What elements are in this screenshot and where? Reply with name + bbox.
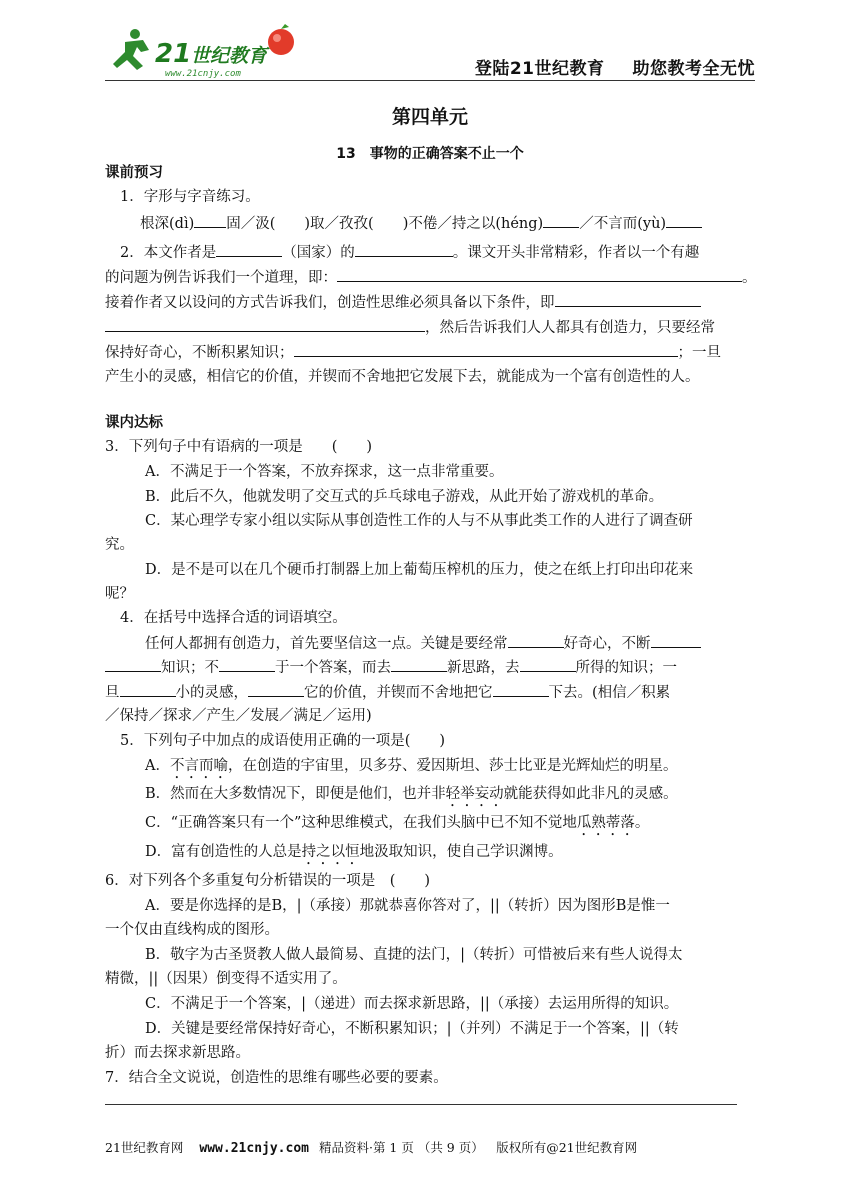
header-slogan-right: 助您教考全无忧 bbox=[632, 59, 755, 79]
q4-l2a: 知识；不 bbox=[161, 660, 219, 676]
section-heading-class: 课内达标 bbox=[105, 415, 163, 431]
question-2-line-2 bbox=[105, 267, 757, 288]
q4-l3c: 它的价值，并锲而不舍地把它 bbox=[304, 685, 493, 701]
q2-p2: 的问题为例告诉我们一个道理，即： bbox=[105, 270, 337, 286]
q6-option-c[interactable]: C．不满足于一个答案，|（递进）而去探求新思路，||（承接）去运用所得的知识。 bbox=[145, 996, 679, 1012]
q4-blank-2a[interactable] bbox=[651, 633, 701, 648]
q4-blank-2b[interactable] bbox=[105, 657, 161, 672]
q2-p2-end: 。 bbox=[742, 270, 757, 286]
page-header bbox=[105, 20, 755, 82]
q2-p3: 接着作者又以设问的方式告诉我们，创造性思维必须具备以下条件，即 bbox=[105, 295, 555, 311]
q5-a-rest: ，在创造的宇宙里，贝多芬、爱因斯坦、莎士比亚是光辉灿烂的明星。 bbox=[227, 758, 678, 774]
q6-option-b[interactable]: B．敬字为古圣贤教人做人最简易、直捷的法门，|（转折）可惜被后来有些人说得太 bbox=[145, 947, 683, 963]
answer-line[interactable] bbox=[105, 1104, 737, 1105]
q1-item-a: 根深(dì) bbox=[140, 216, 195, 232]
q2-p1a: 2．本文作者是 bbox=[120, 245, 217, 261]
q4-blank-5[interactable] bbox=[520, 657, 576, 672]
site-logo[interactable] bbox=[105, 20, 305, 82]
q3-option-c-cont: 究。 bbox=[105, 537, 134, 553]
q5-option-d[interactable] bbox=[145, 842, 563, 868]
q3-option-b[interactable]: B．此后不久，他就发明了交互式的乒乓球电子游戏，从此开始了游戏机的革命。 bbox=[145, 489, 664, 505]
q2-p1c: 。课文开头非常精彩，作者以一个有趣 bbox=[452, 245, 700, 261]
q4-l1a: 任何人都拥有创造力，首先要坚信这一点。关键是要经常 bbox=[145, 636, 508, 652]
question-2-line-3 bbox=[105, 292, 701, 313]
q4-l3b: 小的灵感， bbox=[175, 685, 248, 701]
q5-c-lead: C．“正确答案只有一个”这种思维模式，在我们头脑中已不知不觉地 bbox=[145, 815, 577, 831]
q2-p5b: ；一旦 bbox=[677, 345, 721, 361]
q2-p1b: （国家）的 bbox=[282, 245, 355, 261]
q5-option-c[interactable] bbox=[145, 813, 649, 839]
q1-blank-3[interactable] bbox=[666, 213, 702, 228]
question-2-line-1 bbox=[120, 242, 699, 263]
q4-l2d: 所得的知识；一 bbox=[575, 660, 677, 676]
question-1-stem: 1．字形与字音练习。 bbox=[120, 189, 260, 205]
q4-blank-3[interactable] bbox=[219, 657, 275, 672]
question-6-stem: 6．对下列各个多重复句分析错误的一项是 ( ) bbox=[105, 873, 431, 889]
q4-blank-1[interactable] bbox=[508, 633, 564, 648]
q1-blank-1[interactable] bbox=[194, 213, 226, 228]
q2-p4: ，然后告诉我们人人都具有创造力，只要经常 bbox=[425, 320, 715, 336]
question-5-stem: 5．下列句子中加点的成语使用正确的一项是( ) bbox=[120, 733, 446, 749]
question-7-stem: 7．结合全文说说，创造性的思维有哪些必要的要素。 bbox=[105, 1070, 448, 1086]
q3-option-a[interactable]: A．不满足于一个答案，不放弃探求，这一点非常重要。 bbox=[145, 464, 504, 480]
q6-option-d[interactable]: D．关键是要经常保持好奇心，不断积累知识；|（并列）不满足于一个答案，||（转 bbox=[145, 1021, 679, 1037]
q5-a-idiom: 不言而喻 bbox=[169, 758, 228, 774]
footer-left: 21世纪教育网 bbox=[105, 1140, 184, 1155]
q6-option-d-cont: 折）而去探求新思路。 bbox=[105, 1045, 250, 1061]
q5-b-rest: 就能获得如此非凡的灵感。 bbox=[503, 786, 678, 802]
question-1-items bbox=[140, 213, 702, 234]
q1-item-c: ／不言而(yù) bbox=[579, 216, 667, 232]
q2-blank-conditions-a[interactable] bbox=[555, 292, 701, 307]
question-2-line-4 bbox=[105, 317, 715, 338]
page-footer bbox=[105, 1138, 637, 1156]
header-divider bbox=[105, 80, 755, 81]
q4-line-1 bbox=[145, 633, 701, 654]
q3-option-d-cont: 呢？ bbox=[105, 586, 134, 602]
q5-a-letter: A． bbox=[145, 758, 170, 774]
question-2-line-5 bbox=[105, 342, 721, 363]
svg-text:21: 21 bbox=[155, 39, 192, 69]
footer-copyright: 版权所有@21世纪教育网 bbox=[496, 1140, 638, 1155]
q5-c-rest: 。 bbox=[634, 815, 650, 831]
q2-blank-principle[interactable] bbox=[337, 267, 742, 282]
q2-blank-conditions-b[interactable] bbox=[105, 317, 425, 332]
q5-d-lead: D．富有创造性的人总是 bbox=[145, 844, 302, 860]
q4-l3d: 下去。(相信／积累 bbox=[548, 685, 671, 701]
q5-c-idiom: 瓜熟蒂落 bbox=[576, 815, 635, 831]
unit-title: 第四单元 bbox=[391, 106, 468, 128]
q4-line-3 bbox=[105, 682, 670, 703]
q4-blank-4[interactable] bbox=[391, 657, 447, 672]
lesson-title: 13 事物的正确答案不止一个 bbox=[336, 146, 524, 162]
q5-d-idiom: 持之以恒 bbox=[301, 844, 360, 860]
footer-page-info: 精品资料·第 1 页 （共 9 页） bbox=[318, 1140, 484, 1155]
q4-blank-6[interactable] bbox=[120, 682, 176, 697]
section-heading-preview: 课前预习 bbox=[105, 165, 163, 181]
q4-l2c: 新思路，去 bbox=[447, 660, 520, 676]
q6-option-a-cont: 一个仅由直线构成的图形。 bbox=[105, 922, 279, 938]
question-4-stem: 4．在括号中选择合适的词语填空。 bbox=[120, 610, 347, 626]
q4-l2b: 于一个答案，而去 bbox=[275, 660, 391, 676]
q2-blank-author[interactable] bbox=[216, 242, 282, 257]
q5-d-rest: 地汲取知识，使自己学识渊博。 bbox=[359, 844, 563, 860]
q4-l1b: 好奇心，不断 bbox=[563, 636, 651, 652]
footer-site-link[interactable]: www.21cnjy.com bbox=[199, 1141, 309, 1156]
q6-option-b-cont: 精微，||（因果）倒变得不适实用了。 bbox=[105, 971, 347, 987]
q4-line-2 bbox=[105, 657, 677, 678]
q1-item-b: 固／汲( )取／孜孜( )不倦／持之以(héng) bbox=[226, 216, 544, 232]
question-2-line-6: 产生小的灵感，相信它的价值，并锲而不舍地把它发展下去，就能成为一个富有创造性的人。 bbox=[105, 369, 700, 385]
q4-blank-7[interactable] bbox=[248, 682, 304, 697]
q4-l3a: 旦 bbox=[105, 685, 120, 701]
q2-p5a: 保持好奇心，不断积累知识； bbox=[105, 345, 294, 361]
q2-blank-profession[interactable] bbox=[355, 242, 453, 257]
q3-option-d[interactable]: D．是不是可以在几个硬币打制器上加上葡萄压榨机的压力，使之在纸上打印出印花来 bbox=[145, 562, 694, 578]
q4-blank-8[interactable] bbox=[493, 682, 549, 697]
header-slogan bbox=[447, 54, 755, 79]
q5-b-idiom: 轻举妄动 bbox=[445, 786, 504, 802]
header-slogan-left: 登陆21世纪教育 bbox=[474, 59, 605, 79]
q3-option-c[interactable]: C．某心理学专家小组以实际从事创造性工作的人与不从事此类工作的人进行了调查研 bbox=[145, 513, 693, 529]
svg-text:www.21cnjy.com: www.21cnjy.com bbox=[165, 69, 241, 79]
q5-option-b[interactable] bbox=[145, 784, 678, 810]
question-3-stem: 3．下列句子中有语病的一项是 ( ) bbox=[105, 439, 373, 455]
q1-blank-2[interactable] bbox=[543, 213, 579, 228]
svg-text:世纪教育: 世纪教育 bbox=[191, 45, 268, 67]
q2-blank-habits[interactable] bbox=[294, 342, 678, 357]
q5-b-lead: B．然而在大多数情况下，即便是他们，也并非 bbox=[145, 786, 446, 802]
q6-option-a[interactable]: A．要是你选择的是B，|（承接）那就恭喜你答对了，||（转折）因为图形B是惟一 bbox=[145, 898, 670, 914]
q5-option-a[interactable] bbox=[145, 756, 677, 782]
q4-word-bank: ／保持／探求／产生／发展／满足／运用) bbox=[105, 708, 372, 724]
